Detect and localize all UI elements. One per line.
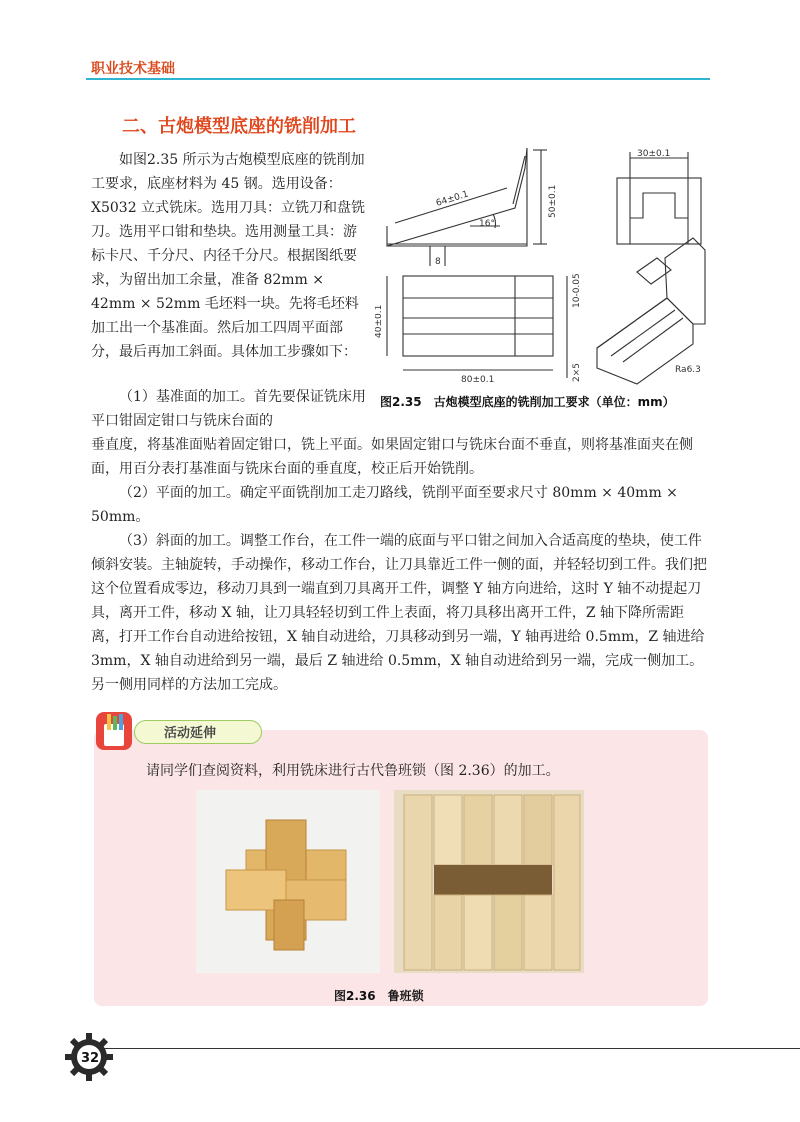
figure-2-35-drawing <box>375 148 715 386</box>
dim-length: 80±0.1 <box>461 375 495 385</box>
dim-small: 8 <box>435 257 441 267</box>
activity-title: 活动延伸 <box>164 726 217 741</box>
dim-top-width: 30±0.1 <box>637 149 671 159</box>
running-header: 职业技术基础 <box>91 61 175 77</box>
dim-width: 40±0.1 <box>375 304 384 338</box>
technical-drawing <box>375 148 715 386</box>
dim-base: 2×5 <box>572 363 582 382</box>
top-view-outline <box>403 276 553 356</box>
figure-2-36-caption: 图2.36 鲁班锁 <box>334 989 424 1003</box>
figure-2-35-caption: 图2.35 古炮模型底座的铣削加工要求（单位：mm） <box>380 395 675 409</box>
dim-angle: 16° <box>479 219 495 229</box>
step3-paragraph: （3）斜面的加工。调整工作台，在工件一端的底面与平口钳之间加入合适高度的垫块，使工件倾斜安装。主轴旋转，手动操作，移动工作台，让刀具靠近工件一侧的面，并轻轻切到工件。我们把这个位置看成零边，移动刀具到一端直到刀具离开工件，调整 Y 轴方向进给，这时 Y 轴不动提起刀具，离开工件，移动 X 轴，让刀具轻轻切到工件上表面，将刀具移出离开工件，Z 轴下降所需距离，打开工作台自动进给按钮，X 轴自动进给，刀具移动到另一端，Y 轴再进给 0.5mm，Z 轴进给 3mm，X 轴自动进给到另一端，最后 Z 轴进给 0.5mm，X 轴自动进给到另一端，完成一侧加工。另一侧用同样的方法加工完成。 <box>91 533 707 693</box>
intro-paragraph: 如图2.35 所示为古炮模型底座的铣削加工要求，底座材料为 45 钢。选用设备：X5032 立式铣床。选用刀具：立铣刀和盘铣刀。选用平口钳和垫块。选用测量工具：游标卡尺、千分尺、内径千分尺。根据图纸要求，为留出加工余量，准备 82mm × 42mm × 52mm 毛坯料一块。先将毛坯料加工出一个基准面。然后加工四周平面部分，最后再加工斜面。具体加工步骤如下： <box>91 152 366 360</box>
dim-slope-length: 64±0.1 <box>434 189 470 209</box>
slope-dim-line <box>395 188 507 223</box>
dim-height: 50±0.1 <box>548 184 558 218</box>
footer-rule <box>104 1048 800 1049</box>
roughness-symbol: Ra6.3 <box>675 365 701 375</box>
luban-lock-photo-2 <box>394 790 584 973</box>
header-rule <box>86 78 710 80</box>
activity-text: 请同学们查阅资料，利用铣床进行古代鲁班锁（图 2.36）的加工。 <box>146 763 560 779</box>
page-number: 32 <box>80 1051 100 1066</box>
step2-paragraph: （2）平面的加工。确定平面铣削加工走刀路线，铣削平面至要求尺寸 80mm × 40mm × 50mm。 <box>91 485 678 525</box>
dim-groove-depth: 10-0.05 <box>572 273 582 308</box>
activity-icon <box>94 708 134 752</box>
luban-lock-illustration <box>196 790 380 973</box>
step1-paragraph-cont: 垂直度，将基准面贴着固定钳口，铣上平面。如果固定钳口与铣床台面不垂直，则将基准面夹在侧面，用百分表打基准面与铣床台面的垂直度，校正后开始铣削。 <box>91 437 693 477</box>
step1-paragraph-start: （1）基准面的加工。首先要保证铣床用平口钳固定钳口与铣床台面的 <box>91 389 366 429</box>
luban-lock-assembly <box>394 790 584 973</box>
luban-lock-photo-1 <box>196 790 380 973</box>
section-title: 二、古炮模型底座的铣削加工 <box>122 116 356 137</box>
